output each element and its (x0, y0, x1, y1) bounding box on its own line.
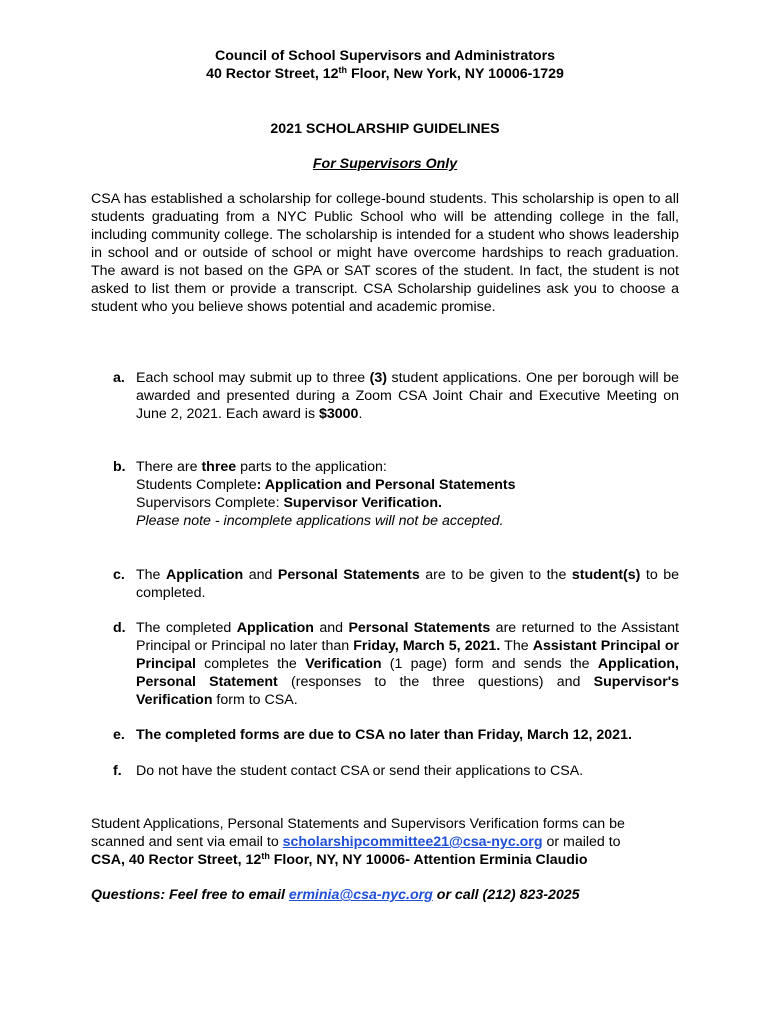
item-text: The Application and Personal Statements are to be given to the student(s) to be completed. (136, 567, 680, 601)
item-label: c. (113, 567, 125, 583)
item-text: Each school may submit up to three (3) student applications. One per borough will be awarded and presented during a Zoom CSA Joint Chair and Executive Meeting on June 2, 2021. Each award is $3000. (136, 370, 680, 422)
item-label: f. (113, 763, 122, 779)
item-label: a. (113, 370, 125, 386)
item-text: The completed Application and Personal Statements are returned to the Assistant Principal or Principal no later than Friday, March 5, 2021. The Assistant Principal or Principal completes the Verification (1 page) form and sends the Application, Personal Statement (responses to the three questions) and Supervisor's Verification form to CSA. (136, 620, 680, 708)
footer-line1: Student Applications, Personal Statements and Supervisors Verification forms can be (91, 816, 625, 832)
item-label: d. (113, 620, 126, 636)
item-text: There are three parts to the application: Students Complete: Application and Personal Statements Supervisors Complete: Supervisor Verification. Please note - incomplete applications will not be accepted. (136, 459, 516, 529)
org-address (0, 65, 770, 83)
submission-instructions (91, 815, 691, 869)
address-sup: th (338, 65, 348, 75)
item-label: e. (113, 727, 125, 743)
footer-line3: CSA, 40 Rector Street, 12th Floor, NY, NY 10006- Attention Erminia Claudio (91, 851, 588, 868)
org-name: Council of School Supervisors and Administrators (214, 48, 556, 64)
page-subtitle: For Supervisors Only (312, 156, 458, 172)
page-title: 2021 SCHOLARSHIP GUIDELINES (270, 121, 500, 137)
email-link-erminia[interactable]: erminia@csa-nyc.org (288, 887, 433, 903)
email-link-committee[interactable]: scholarshipcommittee21@csa-nyc.org (282, 834, 543, 850)
footer-line2: scanned and sent via email to scholarshipcommittee21@csa-nyc.org or mailed to (91, 834, 621, 850)
address-pre: 40 Rector Street, 12 (206, 66, 339, 82)
questions-line: Questions: Feel free to email erminia@csa-nyc.org or call (212) 823-2025 (91, 887, 580, 903)
item-text: Do not have the student contact CSA or send their applications to CSA. (136, 763, 584, 779)
item-label: b. (113, 459, 126, 475)
address-post: Floor, New York, NY 10006-1729 (347, 66, 564, 82)
item-text: The completed forms are due to CSA no later than Friday, March 12, 2021. (136, 727, 632, 743)
intro-paragraph: CSA has established a scholarship for college-bound students. This scholarship is open to all students graduating from a NYC Public School who will be attending college in the fall, including community college. The scholarship is intended for a student who shows leadership in school and or outside of school or might have overcome hardships to reach graduation. The award is not based on the GPA or SAT scores of the student. In fact, the student is not asked to list them or provide a transcript. CSA Scholarship guidelines ask you to choose a student who you believe shows potential and academic promise. (91, 191, 679, 315)
